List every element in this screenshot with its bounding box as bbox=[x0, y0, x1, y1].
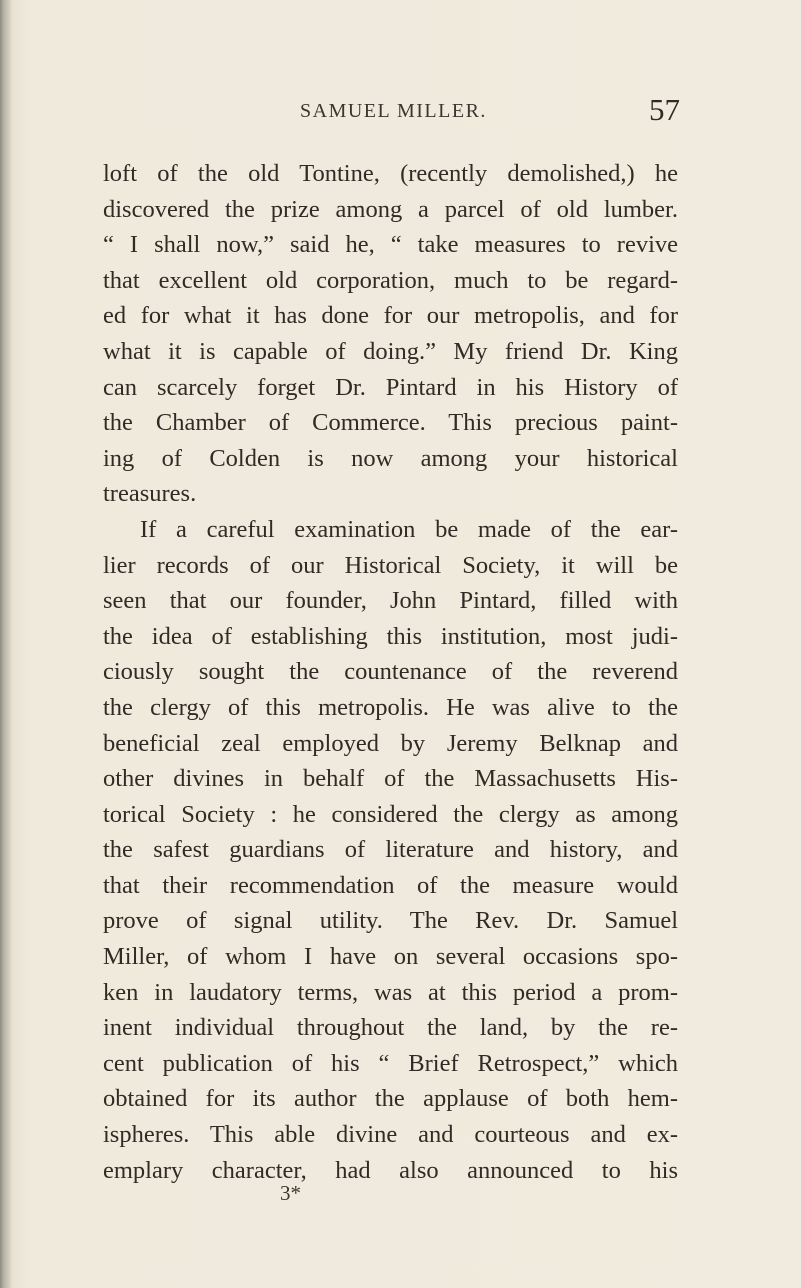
text-line: loft of the old Tontine, (recently demolished,) he bbox=[103, 160, 678, 187]
running-title: SAMUEL MILLER. bbox=[300, 100, 487, 122]
text-line: what it is capable of doing.” My friend Dr. King bbox=[103, 337, 678, 365]
paragraph-start-line: If a careful examination be made of the ear- bbox=[140, 515, 678, 543]
text-line: ing of Colden is now among your historical bbox=[103, 444, 678, 472]
text-line: seen that our founder, John Pintard, filled with bbox=[103, 587, 678, 615]
body-text bbox=[103, 156, 678, 1188]
signature-mark: 3* bbox=[280, 1181, 301, 1205]
text-line: the safest guardians of literature and history, and bbox=[103, 836, 678, 864]
text-line: ken in laudatory terms, was at this period a prom- bbox=[103, 978, 678, 1006]
text-line: the idea of establishing this institution, most judi- bbox=[103, 622, 678, 650]
text-line: obtained for its author the applause of both hem- bbox=[103, 1085, 678, 1113]
text-line: inent individual throughout the land, by the re- bbox=[103, 1014, 678, 1042]
text-line: ed for what it has done for our metropolis, and for bbox=[103, 302, 678, 330]
text-line: prove of signal utility. The Rev. Dr. Samuel bbox=[103, 907, 678, 935]
page-gutter bbox=[0, 0, 12, 1288]
text-line: can scarcely forget Dr. Pintard in his History of bbox=[103, 373, 678, 401]
text-line: that excellent old corporation, much to be regard- bbox=[103, 266, 678, 294]
text-line: lier records of our Historical Society, it will be bbox=[103, 551, 678, 579]
text-line: other divines in behalf of the Massachusetts His- bbox=[103, 765, 678, 793]
text-line: cent publication of his “ Brief Retrospect,” which bbox=[103, 1049, 678, 1077]
text-line: beneficial zeal employed by Jeremy Belknap and bbox=[103, 729, 678, 757]
text-line: “ I shall now,” said he, “ take measures to revive bbox=[103, 231, 678, 259]
text-line: Miller, of whom I have on several occasions spo- bbox=[103, 943, 678, 971]
text-line: ispheres. This able divine and courteous and ex- bbox=[103, 1121, 678, 1149]
text-line: that their recommendation of the measure would bbox=[103, 871, 678, 899]
text-line: emplary character, had also announced to his bbox=[103, 1156, 678, 1184]
text-line: discovered the prize among a parcel of old lumber. bbox=[103, 195, 678, 223]
text-line: the Chamber of Commerce. This precious paint- bbox=[103, 409, 678, 437]
text-line: ciously sought the countenance of the reverend bbox=[103, 658, 678, 686]
running-head bbox=[100, 92, 680, 132]
text-line: the clergy of this metropolis. He was alive to the bbox=[103, 693, 678, 721]
text-line: torical Society : he considered the clergy as among bbox=[103, 800, 678, 828]
paragraph-end-line: treasures. bbox=[103, 480, 197, 508]
page-number: 57 bbox=[649, 92, 680, 127]
